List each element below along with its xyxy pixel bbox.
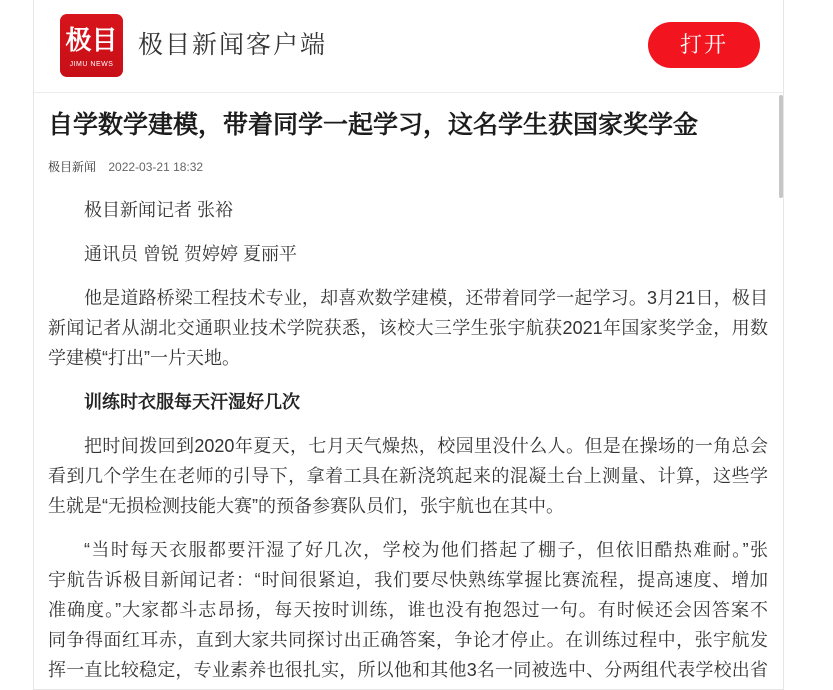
open-app-button[interactable]: 打开: [648, 22, 760, 68]
article-title: 自学数学建模，带着同学一起学习，这名学生获国家奖学金: [48, 111, 699, 139]
article-meta: [48, 158, 203, 176]
article-line: 同争得面红耳赤，直到大家共同探讨出正确答案，争论才停止。在训练过程中，张宇航发: [48, 630, 768, 650]
logo-text: 极目: [65, 25, 118, 55]
section-heading-text: 训练时衣服每天汗湿好几次: [84, 392, 300, 412]
article-line: 他是道路桥梁工程技术专业，却喜欢数学建模，还带着同学一起学习。3月21日，极目: [84, 288, 768, 308]
article-source: 极目新闻: [48, 160, 97, 174]
section-heading: [48, 387, 768, 417]
article-line: 通讯员 曾锐 贺婷婷 夏丽平: [84, 244, 298, 264]
intro-paragraph: [48, 283, 768, 373]
article-line: 挥一直比较稳定，专业素养也很扎实，所以他和其他3名一同被选中、分两组代表学校出省: [48, 660, 768, 680]
article-line: 把时间拨回到2020年夏天，七月天气燥热，校园里没什么人。但是在操场的一角总会: [84, 436, 768, 456]
article-datetime: 2022-03-21 18:32: [108, 160, 204, 174]
scrollbar-thumb[interactable]: [779, 95, 783, 198]
article-line: 新闻记者从湖北交通职业技术学院获悉，该校大三学生张宇航获2021年国家奖学金，用数: [48, 318, 768, 338]
article-line: 宇航告诉极目新闻记者：“时间很紧迫，我们要尽快熟练掌握比赛流程，提高速度、增加: [48, 570, 768, 590]
app-download-banner: [34, 0, 783, 93]
article-body: [48, 195, 768, 685]
article-line: 学建模“打出”一片天地。: [48, 348, 240, 368]
article-line: 极目新闻记者 张裕: [84, 200, 234, 220]
article: [34, 93, 779, 689]
article-paragraph: [48, 431, 768, 521]
article-line: 看到几个学生在老师的引导下，拿着工具在新浇筑起来的混凝土台上测量、计算，这些学: [48, 466, 768, 486]
correspondents-paragraph: [48, 239, 768, 269]
logo-subtext: JIMU NEWS: [69, 61, 114, 68]
article-line: “当时每天衣服都要汗湿了好几次，学校为他们搭起了棚子，但依旧酷热难耐。”张: [84, 540, 768, 560]
article-paragraph: [48, 535, 768, 685]
article-line: 准确度。”大家都斗志昂扬，每天按时训练，谁也没有抱怨过一句。有时候还会因答案不: [48, 600, 768, 620]
byline-paragraph: [48, 195, 768, 225]
article-line: 生就是“无损检测技能大赛”的预备参赛队员们，张宇航也在其中。: [48, 496, 564, 516]
jimu-news-logo: [60, 14, 123, 77]
app-name: 极目新闻客户端: [138, 31, 328, 59]
page-frame: [33, 0, 784, 690]
